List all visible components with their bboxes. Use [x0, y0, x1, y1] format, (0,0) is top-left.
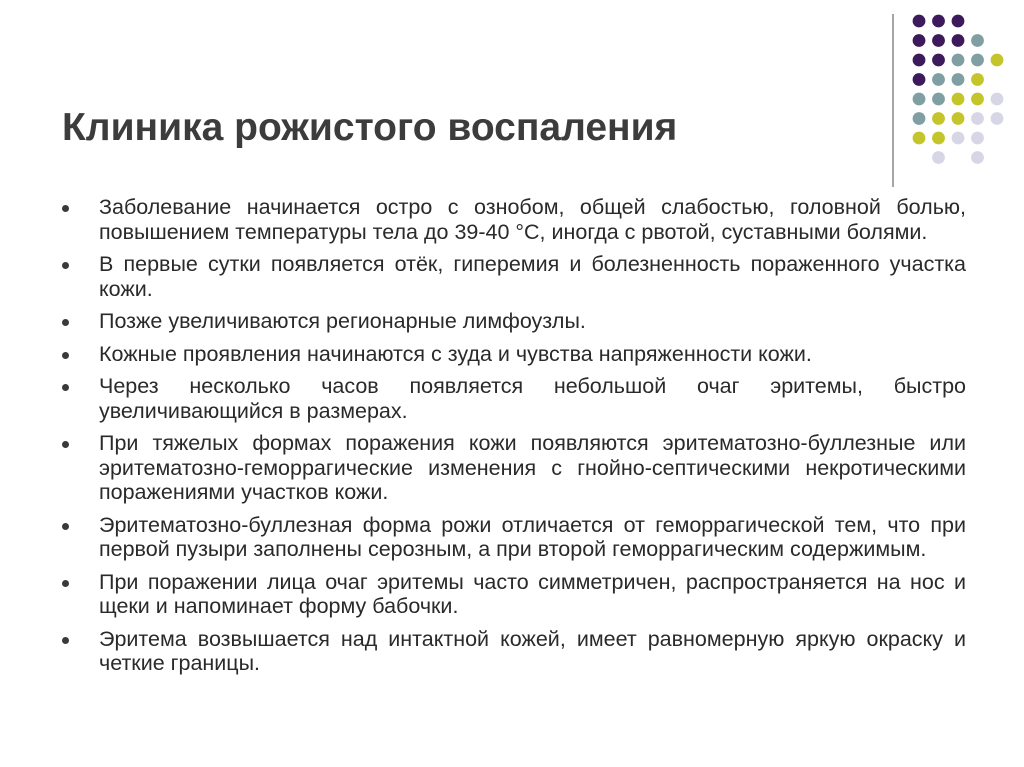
decorative-dot: [991, 93, 1004, 106]
decorative-dot: [932, 54, 945, 67]
decorative-dot: [971, 112, 984, 125]
decorative-dot: [932, 73, 945, 86]
bullet-text: При тяжелых формах поражения кожи появляются эритематозно-буллезные или эритематозно-геморрагические изменения с гнойно-септическими некротическими поражениями участков кожи.: [99, 431, 966, 504]
decorative-dot: [913, 34, 926, 47]
decorative-dot: [932, 34, 945, 47]
bullet-item: [62, 309, 966, 334]
bullet-text: Через несколько часов появляется небольшой очаг эритемы, быстро увеличивающийся в размерах.: [99, 374, 966, 423]
bullet-icon: [62, 352, 69, 359]
decorative-dot: [971, 151, 984, 164]
decorative-dot: [952, 54, 965, 67]
bullet-item: [62, 342, 966, 367]
decorative-dot: [913, 93, 926, 106]
slide-title: Клиника рожистого воспаления: [62, 106, 678, 149]
decorative-dot: [971, 73, 984, 86]
decorative-dot: [932, 112, 945, 125]
decorative-dot: [952, 73, 965, 86]
bullet-text: Кожные проявления начинаются с зуда и чувства напряженности кожи.: [99, 341, 812, 366]
bullet-icon: [62, 523, 69, 530]
decorative-dot: [971, 93, 984, 106]
bullet-icon: [62, 262, 69, 269]
decorative-dot: [971, 34, 984, 47]
bullet-item: [62, 374, 966, 423]
bullet-text: При поражении лица очаг эритемы часто симметричен, распространяется на нос и щеки и напоминает форму бабочки.: [99, 569, 966, 618]
decorative-dot: [932, 93, 945, 106]
bullet-item: [62, 513, 966, 562]
decorative-dot: [952, 132, 965, 145]
decorative-dot: [952, 93, 965, 106]
decorative-dot: [913, 73, 926, 86]
bullet-text: Эритематозно-буллезная форма рожи отличается от геморрагической тем, что при первой пузыри заполнены серозным, а при второй геморрагическим содержимым.: [99, 512, 966, 561]
decorative-dot: [932, 151, 945, 164]
bullet-icon: [62, 319, 69, 326]
decorative-dot: [971, 54, 984, 67]
decorative-dot: [991, 54, 1004, 67]
bullet-list: [62, 195, 966, 684]
decorative-dot: [952, 112, 965, 125]
bullet-icon: [62, 441, 69, 448]
bullet-item: [62, 431, 966, 505]
decorative-dot: [913, 132, 926, 145]
bullet-text: Заболевание начинается остро с ознобом, общей слабостью, головной болью, повышением температуры тела до 39-40 °С, иногда с рвотой, суставными болями.: [99, 195, 966, 244]
decorative-dot: [952, 34, 965, 47]
bullet-text: В первые сутки появляется отёк, гиперемия и болезненность пораженного участка кожи.: [99, 252, 966, 301]
bullet-item: [62, 570, 966, 619]
decorative-dot: [932, 15, 945, 28]
decorative-dot: [913, 112, 926, 125]
decorative-dot: [932, 132, 945, 145]
vertical-divider: [892, 14, 894, 187]
bullet-item: [62, 252, 966, 301]
decorative-dot: [913, 15, 926, 28]
bullet-item: [62, 627, 966, 676]
decorative-dot: [991, 112, 1004, 125]
bullet-icon: [62, 384, 69, 391]
bullet-item: [62, 195, 966, 244]
decorative-dot: [952, 15, 965, 28]
bullet-icon: [62, 580, 69, 587]
bullet-text: Эритема возвышается над интактной кожей, имеет равномерную яркую окраску и четкие границы.: [99, 626, 966, 675]
bullet-icon: [62, 637, 69, 644]
decorative-dot: [971, 132, 984, 145]
bullet-text: Позже увеличиваются регионарные лимфоузлы.: [99, 309, 586, 333]
decorative-dot: [913, 54, 926, 67]
bullet-icon: [62, 205, 69, 212]
